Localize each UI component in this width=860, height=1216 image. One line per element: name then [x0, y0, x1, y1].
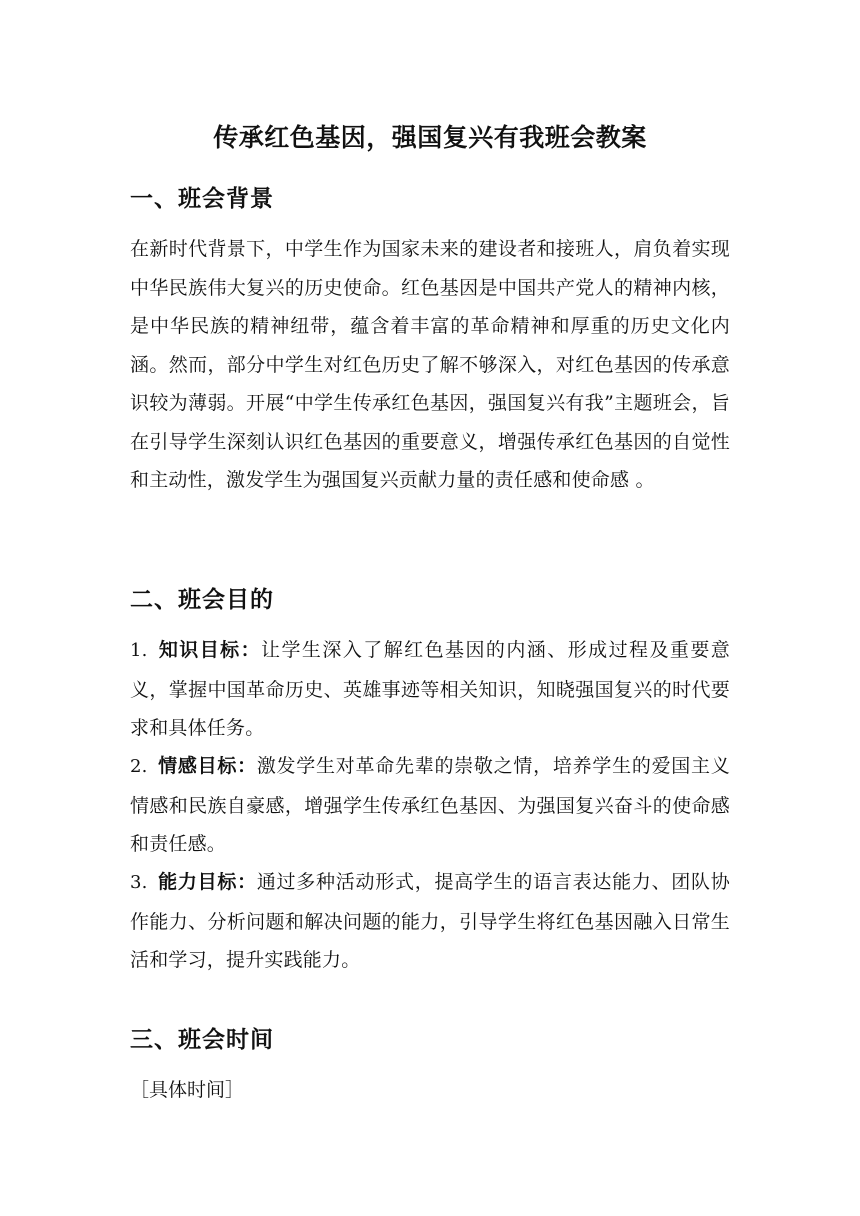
item-text: 让学生深入了解红色基因的内涵、形成过程及重要意义，掌握中国革命历史、英雄事迹等相关知识，知晓强国复兴的时代要求和具体任务。: [130, 639, 730, 739]
purpose-item-knowledge: [130, 631, 730, 748]
item-number: 3.: [130, 872, 148, 893]
item-text: 通过多种活动形式，提高学生的语言表达能力、团队协作能力、分析问题和解决问题的能力，引导学生将红色基因融入日常生活和学习，提升实践能力。: [130, 871, 730, 971]
item-label: 知识目标：: [157, 639, 262, 661]
section-heading-purpose: 二、班会目的: [130, 587, 274, 613]
purpose-item-ability: [130, 863, 730, 980]
item-number: 1.: [130, 640, 148, 661]
background-paragraph: 在新时代背景下，中学生作为国家未来的建设者和接班人，肩负着实现中华民族伟大复兴的历史使命。红色基因是中国共产党人的精神内核，是中华民族的精神纽带，蕴含着丰富的革命精神和厚重的历史文化内涵。然而，部分中学生对红色历史了解不够深入，对红色基因的传承意识较为薄弱。开展“中学生传承红色基因，强国复兴有我”主题班会，旨在引导学生深刻认识红色基因的重要意义，增强传承红色基因的自觉性和主动性，激发学生为强国复兴贡献力量的责任感和使命感 。: [130, 238, 730, 491]
item-number: 2.: [130, 756, 148, 777]
item-label: 能力目标：: [157, 871, 257, 893]
item-label: 情感目标：: [157, 755, 257, 777]
purpose-item-emotion: [130, 747, 730, 864]
document-title: 传承红色基因，强国复兴有我班会教案: [213, 123, 647, 152]
section-heading-background: 一、班会背景: [130, 186, 274, 212]
item-text: 激发学生对革命先辈的崇敬之情，培养学生的爱国主义情感和民族自豪感，增强学生传承红色基因、为强国复兴奋斗的使命感和责任感。: [130, 755, 730, 855]
time-placeholder: ［具体时间］: [130, 1079, 245, 1101]
section-heading-time: 三、班会时间: [130, 1027, 274, 1053]
